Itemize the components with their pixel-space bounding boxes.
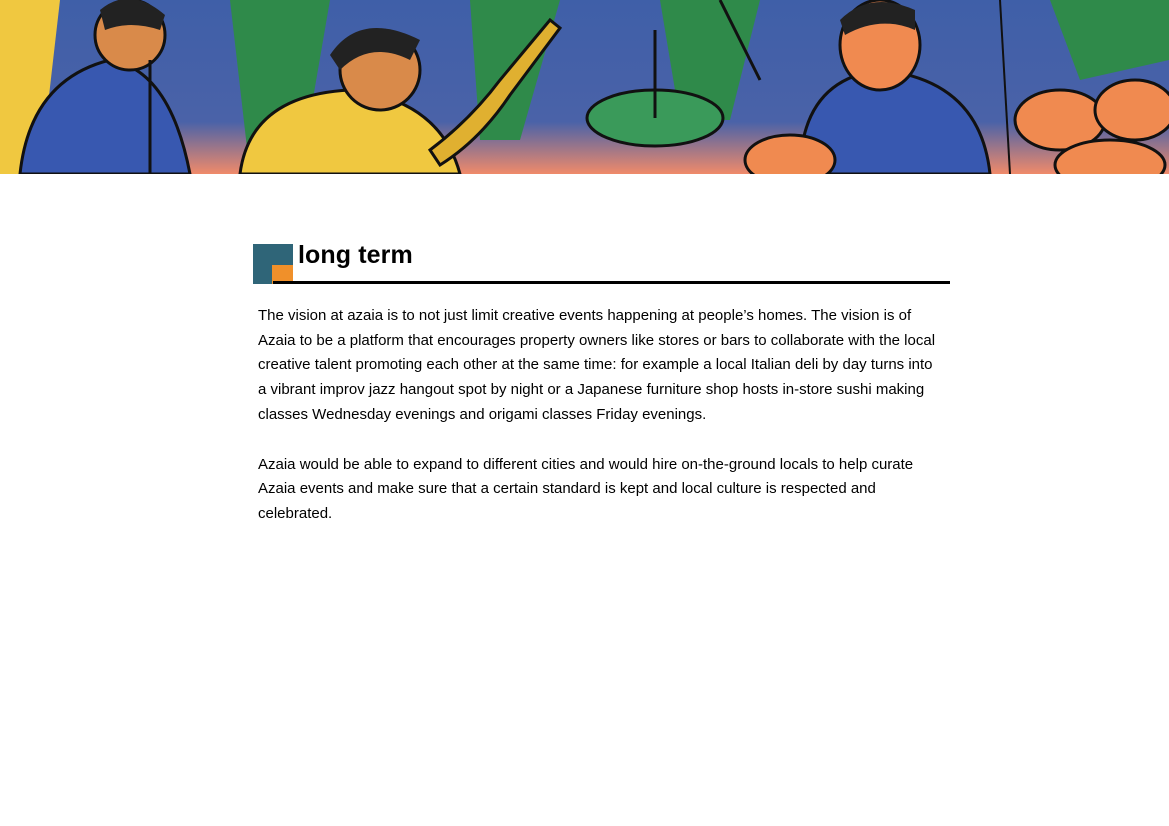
paragraph-expansion: Azaia would be able to expand to different cities and would hire on-the-ground locals to help curate Azaia events and make sure that a certain standard is kept and local culture is respected and celebrated. [258, 455, 914, 522]
section-logo-icon [253, 244, 293, 284]
jazz-band-illustration [0, 0, 1169, 174]
body-content [258, 304, 938, 552]
section-title: long term [298, 241, 413, 269]
section-header [253, 240, 950, 286]
title-underline-divider [273, 281, 950, 284]
paragraph-vision: The vision at azaia is to not just limit creative events happening at people’s homes. The vision is of Azaia to be a platform that encourages property owners like stores or bars to collaborate with the local creative talent promoting each other at the same time: for example a local Italian deli by day turns into a vibrant improv jazz hangout spot by night or a Japanese furniture shop hosts in-store sushi making classes Wednesday evenings and origami classes Friday evenings. [258, 307, 936, 423]
hero-banner-image [0, 0, 1169, 174]
